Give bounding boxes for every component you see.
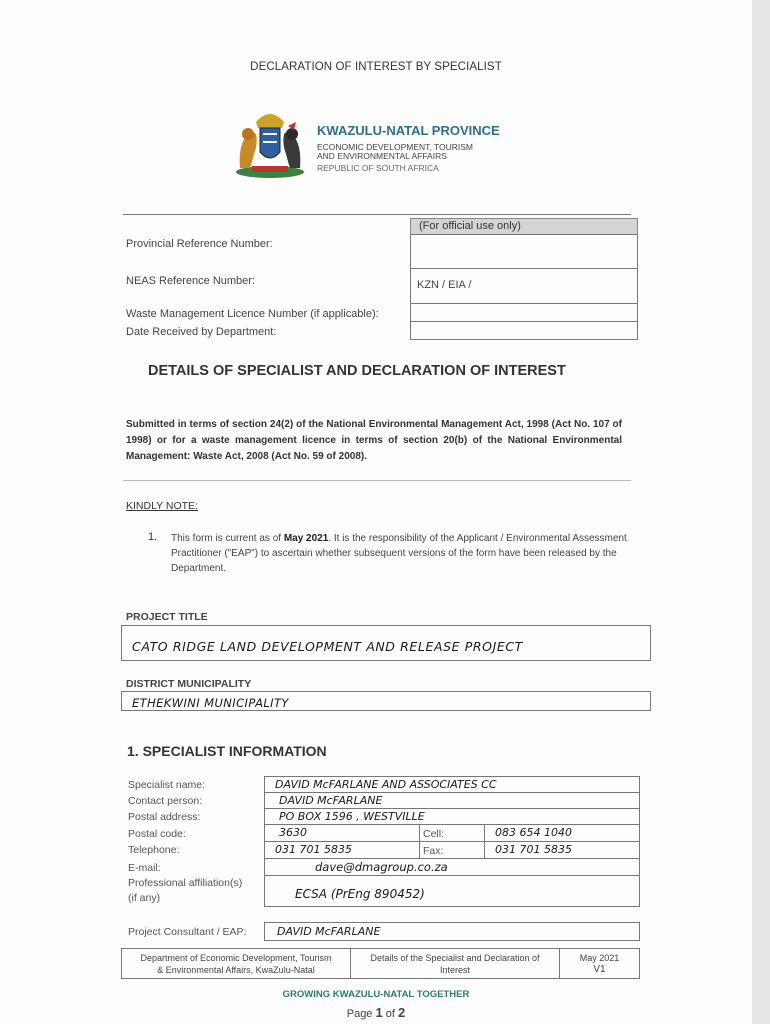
coat-of-arms-logo [230, 104, 310, 184]
affiliation-label-line-2: (if any) [128, 892, 161, 904]
cell-number-value: 083 654 1040 [495, 826, 572, 839]
specialist-name-field[interactable] [264, 776, 640, 793]
affiliation-value: ECSA (PrEng 890452) [295, 887, 425, 901]
project-consultant-value: DAVID McFARLANE [277, 925, 381, 938]
specialist-section-title: 1. SPECIALIST INFORMATION [127, 743, 327, 759]
email-label: E-mail: [128, 862, 161, 874]
email-field[interactable] [264, 858, 640, 876]
cell-number-field[interactable] [484, 824, 640, 842]
postal-code-label: Postal code: [128, 828, 186, 840]
submitted-paragraph: Submitted in terms of section 24(2) of the National Environmental Management Act, 1998 (Act No. 107 of 1998) or for a waste management licence in terms of section 20(b) of the National Environmental Management: Waste Act, 2008 (Act No. 59 of 2008). [126, 419, 622, 462]
project-title-field[interactable] [121, 625, 651, 661]
waste-licence-label: Waste Management Licence Number (if applicable): [126, 308, 379, 320]
postal-code-field[interactable] [264, 824, 445, 842]
department-name-line-1: ECONOMIC DEVELOPMENT, TOURISM [317, 142, 474, 152]
scan-edge [752, 0, 770, 1024]
document-title: DECLARATION OF INTEREST BY SPECIALIST [250, 61, 502, 73]
page-number [0, 1005, 752, 1020]
footer-details-cell [350, 948, 560, 979]
district-municipality-label: DISTRICT MUNICIPALITY [126, 678, 252, 690]
neas-reference-field[interactable] [410, 268, 638, 304]
district-municipality-field[interactable] [121, 691, 651, 711]
footer-department-line-1: Department of Economic Development, Tourism [140, 953, 332, 963]
provincial-reference-label: Provincial Reference Number: [126, 238, 273, 250]
project-title-label: PROJECT TITLE [126, 611, 208, 623]
note-text-pre: This form is current as of [171, 533, 284, 544]
neas-reference-value: KZN / EIA / [417, 279, 472, 291]
affiliation-label-line-1: Professional affiliation(s) [128, 877, 243, 889]
date-received-label: Date Received by Department: [126, 326, 277, 338]
postal-code-value: 3630 [279, 826, 307, 839]
neas-reference-label: NEAS Reference Number: [126, 275, 255, 287]
fax-value: 031 701 5835 [495, 843, 572, 856]
cell-label: Cell: [423, 828, 445, 840]
project-consultant-field[interactable] [264, 922, 640, 941]
footer-version-cell [559, 948, 640, 979]
official-use-heading: (For official use only) [410, 218, 638, 235]
note-number: 1. [148, 531, 158, 543]
page-word: Page [346, 1008, 376, 1020]
page-total: 2 [398, 1005, 406, 1020]
footer-department-cell [121, 948, 351, 979]
page-of: of [382, 1008, 399, 1020]
paragraph-divider [123, 480, 631, 481]
fax-label-cell [419, 841, 485, 859]
department-name-line-2: AND ENVIRONMENTAL AFFAIRS [317, 151, 447, 161]
note-text [171, 531, 627, 576]
footer-details-line-1: Details of the Specialist and Declaration of [370, 953, 540, 963]
republic-label: REPUBLIC OF SOUTH AFRICA [317, 163, 439, 173]
footer-details-line-2: Interest [439, 965, 470, 975]
telephone-field[interactable] [264, 841, 444, 859]
kindly-note-title: KINDLY NOTE: [126, 500, 198, 512]
contact-person-field[interactable] [264, 792, 640, 809]
footer-date: May 2021 [579, 953, 620, 963]
date-received-field[interactable] [410, 321, 638, 340]
specialist-name-label: Specialist name: [128, 779, 206, 791]
project-title-value: CATO RIDGE LAND DEVELOPMENT AND RELEASE PROJECT [132, 639, 523, 654]
telephone-value: 031 701 5835 [275, 843, 352, 856]
contact-person-label: Contact person: [128, 795, 203, 807]
footer-version: V1 [593, 964, 606, 975]
provincial-reference-field[interactable] [410, 234, 638, 269]
fax-field[interactable] [484, 841, 640, 859]
postal-address-value: PO BOX 1596 , WESTVILLE [279, 810, 425, 823]
district-municipality-value: ETHEKWINI MUNICIPALITY [132, 696, 289, 710]
footer-department-line-2: & Environmental Affairs, KwaZulu-Natal [157, 965, 315, 975]
page-current: 1 [375, 1005, 383, 1020]
telephone-label: Telephone: [128, 844, 180, 856]
province-name: KWAZULU-NATAL PROVINCE [317, 123, 500, 138]
project-consultant-label: Project Consultant / EAP: [128, 926, 247, 938]
cell-label-cell [419, 824, 485, 842]
specialist-name-value: DAVID McFARLANE AND ASSOCIATES CC [275, 778, 497, 791]
postal-address-label: Postal address: [128, 811, 201, 823]
affiliation-field[interactable] [264, 875, 640, 907]
main-heading: DETAILS OF SPECIALIST AND DECLARATION OF INTEREST [148, 363, 566, 379]
fax-label: Fax: [423, 845, 444, 857]
header-divider [123, 214, 631, 215]
note-date: May 2021 [283, 533, 329, 544]
postal-address-field[interactable] [264, 808, 640, 825]
email-value: dave@dmagroup.co.za [315, 860, 448, 874]
footer-slogan: GROWING KWAZULU-NATAL TOGETHER [282, 989, 470, 1000]
waste-licence-field[interactable] [410, 303, 638, 322]
contact-person-value: DAVID McFARLANE [279, 794, 383, 807]
note-text-post: . It is the responsibility of the Applicant / Environmental Assessment Practitioner ("EAP") to ascertain whether subsequent versions of the form have been released by the Department. [171, 533, 627, 574]
